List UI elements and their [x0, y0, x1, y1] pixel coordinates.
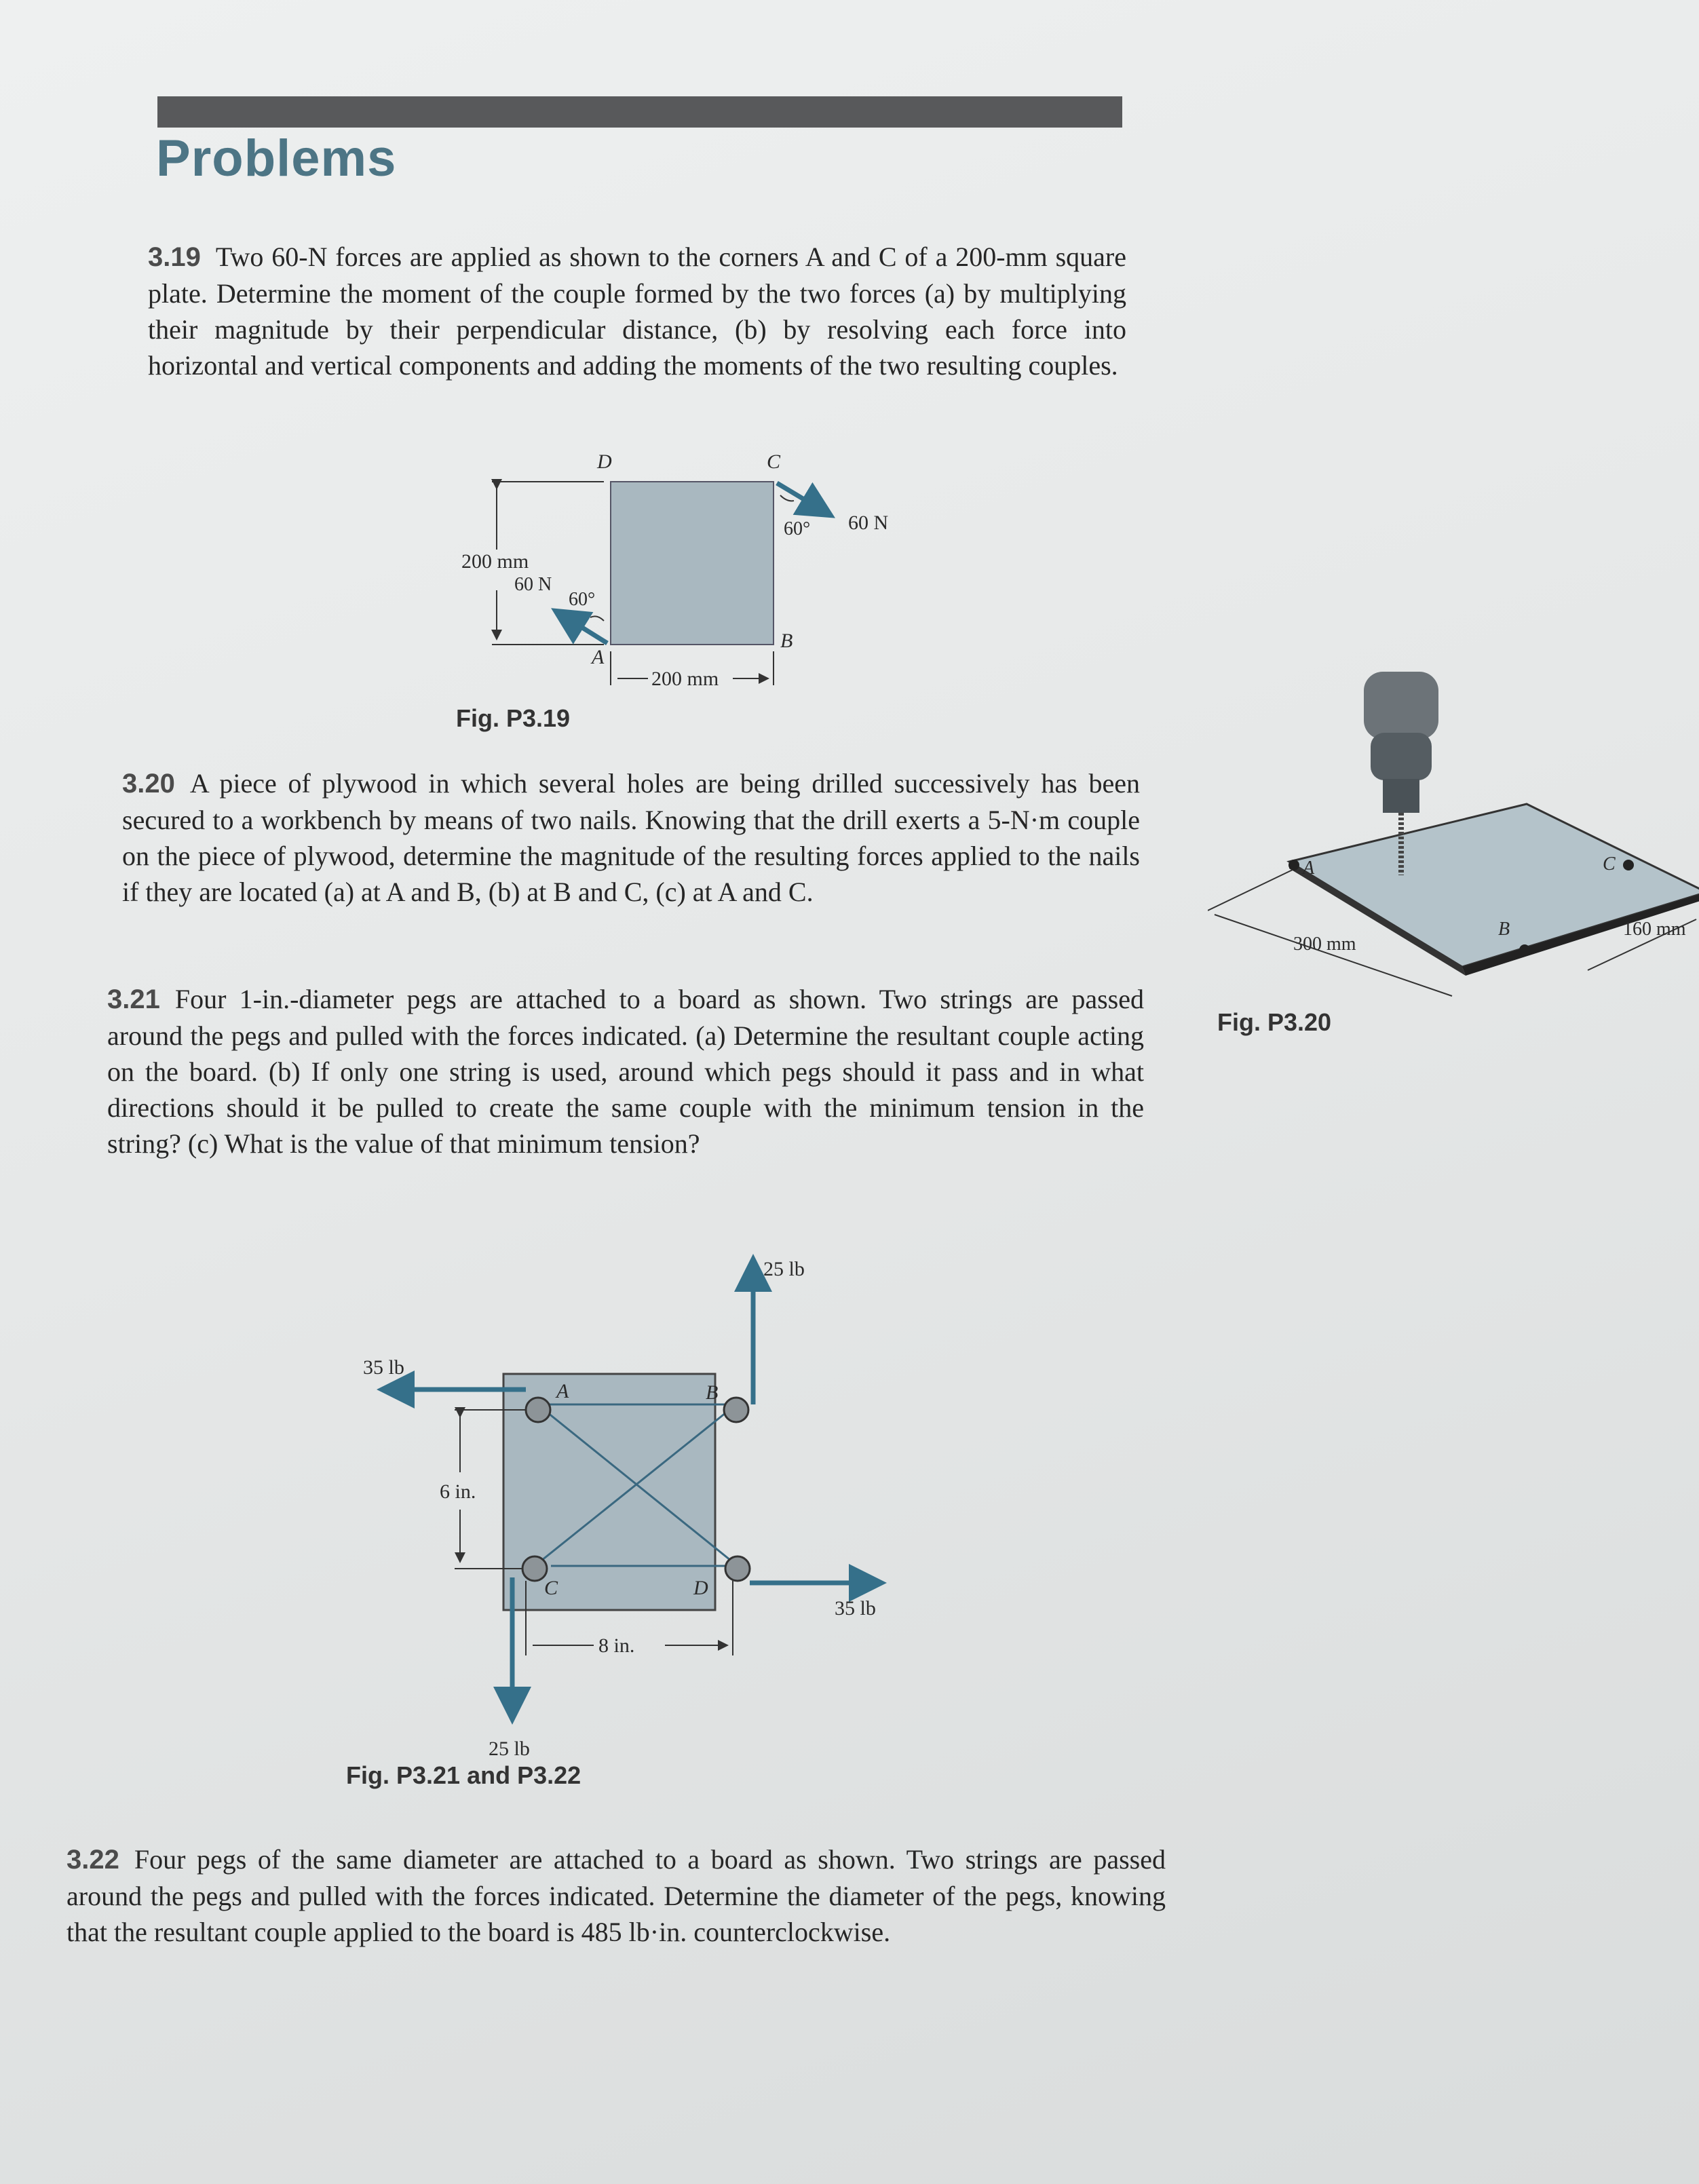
peg-c-label: C	[544, 1577, 558, 1599]
figure-caption: Fig. P3.20	[1217, 1008, 1332, 1036]
peg-d-label: D	[693, 1577, 708, 1599]
drill-body	[1364, 672, 1438, 740]
problem-text: Four 1-in.-diameter pegs are attached to a board as shown. Two strings are passed around the pegs and pulled with the forces indicated. (a) Determine the resultant couple acting on the board. (b) If only one string is used, around which pegs should it pass and in what directions should it be pulled to create the same couple with the minimum tension in the string? (c) What is the value of that minimum tension?	[107, 984, 1144, 1159]
corner-c-label: C	[767, 451, 781, 473]
nail-a-label: A	[1303, 858, 1315, 879]
force-a-label: 60 N	[514, 574, 552, 595]
corner-d-label: D	[597, 451, 612, 473]
problem-number: 3.20	[122, 769, 175, 799]
angle-a-label: 60°	[569, 589, 596, 610]
dim-length-label: 300 mm	[1293, 934, 1356, 955]
force-c-label: 60 N	[848, 512, 889, 534]
force-arrow-a	[555, 611, 607, 643]
dim-width-label: 200 mm	[651, 668, 719, 690]
force-bottom-label: 25 lb	[489, 1738, 530, 1760]
nail-b	[1519, 944, 1530, 955]
corner-a-label: A	[592, 646, 605, 668]
nail-b-label: B	[1498, 919, 1510, 940]
dim-width-label: 160 mm	[1623, 919, 1686, 940]
corner-b-label: B	[780, 630, 793, 652]
force-right-label: 35 lb	[835, 1597, 876, 1620]
problem-text: Four pegs of the same diameter are attached to a board as shown. Two strings are passed around the pegs and pulled with the forces indicated. Determine the diameter of the pegs, knowing that the resultant couple applied to the board is 485 lb·in. counterclockwise.	[66, 1844, 1166, 1947]
peg-c	[522, 1556, 547, 1581]
force-left-label: 35 lb	[363, 1356, 404, 1379]
problem-3-22	[66, 1841, 1166, 1950]
problem-3-20	[122, 765, 1140, 910]
problem-number: 3.21	[107, 984, 160, 1014]
peg-a	[526, 1398, 550, 1422]
peg-d	[725, 1556, 750, 1581]
dim-width-label: 8 in.	[598, 1634, 635, 1657]
problem-text: Two 60-N forces are applied as shown to the corners A and C of a 200-mm square plate. Determine the moment of the couple formed by the two forces (a) by multiplying their magnitude by their perpendicular distance, (b) by resolving each force into horizontal and vertical components and adding the moments of the two resulting couples.	[148, 242, 1126, 381]
square-plate	[611, 482, 774, 645]
problem-3-21	[107, 981, 1144, 1162]
dim-height-label: 200 mm	[461, 550, 529, 573]
page-title: Problems	[156, 130, 397, 187]
nail-a	[1288, 860, 1299, 870]
problem-text: A piece of plywood in which several holes are being drilled successively has been secured to a workbench by means of two nails. Knowing that the drill exerts a 5-N·m couple on the piece of plywood, determine the magnitude of the resulting forces applied to the nails if they are located (a) at A and B, (b) at B and C, (c) at A and C.	[122, 768, 1140, 907]
dim-height-label: 6 in.	[440, 1480, 476, 1503]
figure-p3-19	[434, 448, 950, 719]
peg-b-label: B	[706, 1381, 719, 1404]
peg-a-label: A	[556, 1380, 569, 1402]
angle-c-label: 60°	[784, 518, 811, 539]
nail-c	[1623, 860, 1634, 870]
header-rule	[157, 96, 1122, 128]
problem-3-19	[148, 239, 1126, 383]
problem-number: 3.22	[66, 1845, 119, 1875]
peg-b	[724, 1398, 748, 1422]
nail-c-label: C	[1603, 854, 1616, 875]
figure-caption: Fig. P3.19	[456, 704, 571, 732]
force-top-label: 25 lb	[763, 1258, 805, 1280]
figure-p3-21	[353, 1242, 909, 1771]
figure-caption: Fig. P3.21 and P3.22	[346, 1761, 581, 1789]
figure-p3-20	[1208, 658, 1699, 1024]
problem-number: 3.19	[148, 242, 201, 272]
